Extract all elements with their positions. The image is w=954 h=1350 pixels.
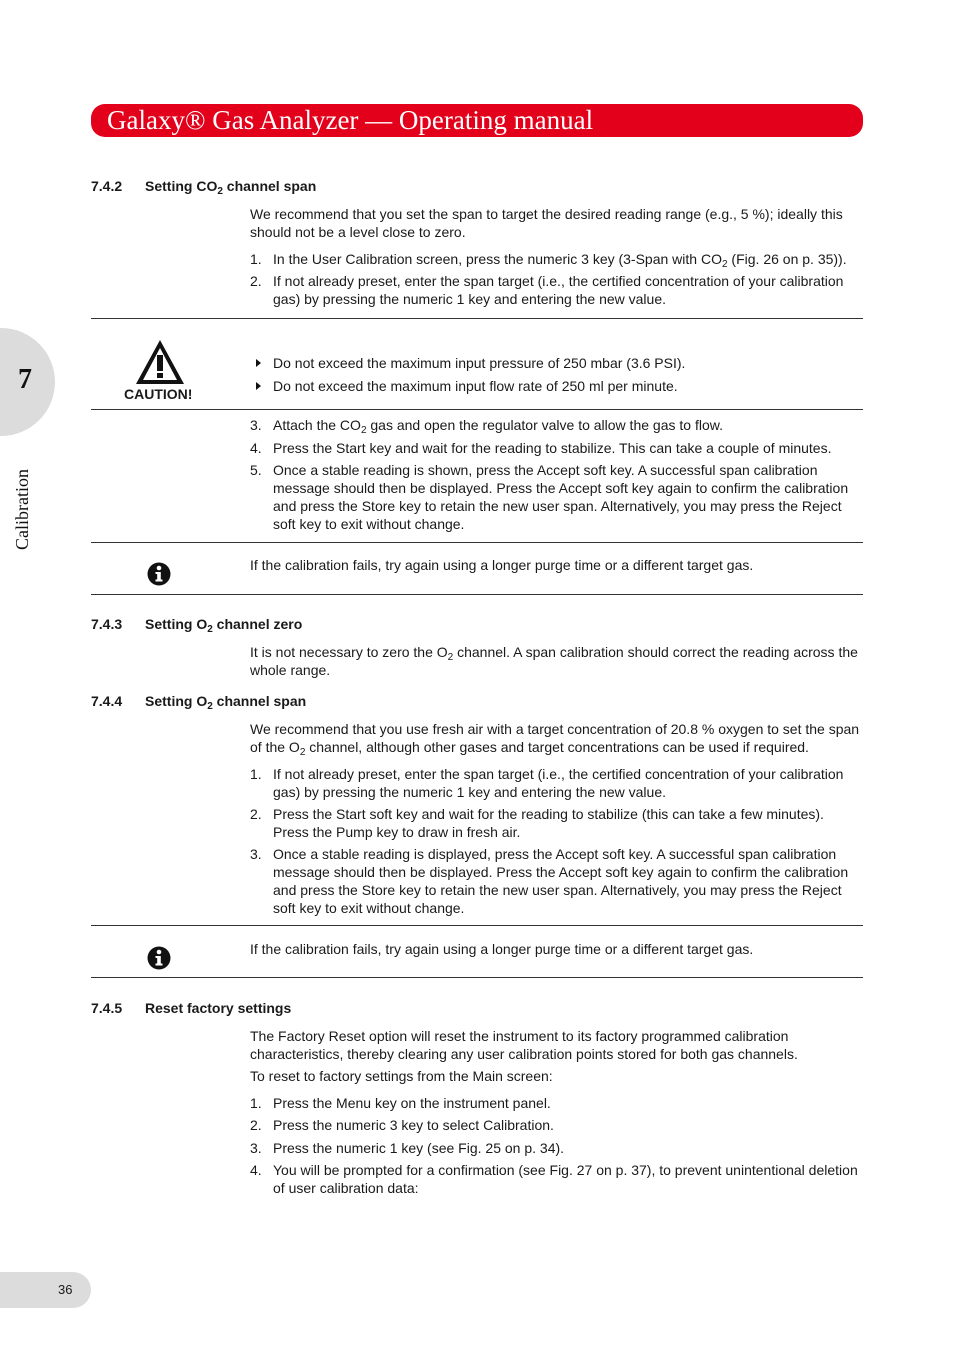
list-item (250, 439, 862, 457)
list-text: Press the Start key and wait for the reading to stabilize. This can take a couple of minutes. (273, 440, 832, 456)
list-item (250, 1139, 862, 1157)
list-number: 2. (250, 1117, 262, 1133)
list-text (273, 250, 862, 268)
heading-text: channel span (222, 178, 317, 194)
caution-label: CAUTION! (124, 386, 193, 402)
list-text: Press the Start soft key and wait for the reading to stabilize (this can take a few minutes). Press the Pump key to draw in fresh air. (273, 806, 824, 840)
info-icon (147, 562, 171, 586)
chapter-tab (0, 328, 55, 436)
chapter-number: 7 (18, 364, 32, 395)
list-text: Press the numeric 1 key (see Fig. 25 on p. 34). (273, 1140, 565, 1156)
text: (Fig. 26 on p. 35)). (727, 251, 847, 267)
list-text: Press the numeric 3 key to select Calibration. (273, 1117, 554, 1133)
list-number: 4. (250, 1162, 262, 1178)
divider (91, 977, 863, 978)
divider (91, 925, 863, 926)
list-item (250, 250, 862, 268)
list-text: If not already preset, enter the span target (i.e., the certified concentration of your calibration gas) by pressing the numeric 1 key and entering the new value. (273, 766, 844, 800)
heading-text: Setting O (145, 616, 208, 632)
header-banner (91, 104, 863, 137)
text: It is not necessary to zero the O (250, 644, 448, 660)
list-number: 1. (250, 1095, 262, 1111)
list-text: Once a stable reading is shown, press the Accept soft key. A successful span calibration message should then be displayed. Press the Accept soft key again to confirm the calibration and press the Store key to retain the new user span. Alternatively, you may press the Reject soft key to exit without change. (273, 462, 849, 532)
list-number: 3. (250, 1140, 262, 1156)
section-heading-743 (91, 616, 303, 635)
heading-text: Setting O (145, 693, 208, 709)
text: channel, although other gases and target concentrations can be used if required. (305, 739, 809, 755)
divider (91, 409, 863, 410)
heading-text: channel zero (212, 616, 303, 632)
section-number: 7.4.2 (91, 178, 123, 194)
paragraph: The Factory Reset option will reset the instrument to its factory programmed calibration characteristics, thereby clearing any user calibration points stored for both gas channels. (250, 1028, 798, 1062)
subscript: 2 (207, 701, 213, 712)
paragraph: To reset to factory settings from the Main screen: (250, 1068, 553, 1084)
list-number: 1. (250, 251, 262, 267)
note-text: If the calibration fails, try again using a longer purge time or a different target gas. (250, 557, 754, 573)
bullet-arrow-icon (256, 359, 261, 367)
divider (91, 594, 863, 595)
paragraph (250, 720, 862, 756)
subscript: 2 (299, 747, 306, 758)
list-text: If not already preset, enter the span target (i.e., the certified concentration of your calibration gas) by pressing the numeric 1 key and entering the new value. (273, 273, 844, 307)
list-item (250, 416, 862, 434)
list-item (250, 845, 862, 917)
caution-item (256, 354, 856, 372)
list-number: 3. (250, 417, 262, 433)
list-number: 2. (250, 273, 262, 289)
divider (91, 542, 863, 543)
section-number: 7.4.3 (91, 616, 123, 632)
list-item (250, 1094, 862, 1112)
page-number-tab (0, 1272, 91, 1308)
list-number: 2. (250, 806, 262, 822)
list-text: Once a stable reading is displayed, press the Accept soft key. A successful span calibration message should then be displayed. Press the Accept soft key again to confirm the calibration and press the Store key to retain the new user span. Alternatively, you may press the Reject soft key to exit without change. (273, 846, 849, 916)
list-item (250, 272, 862, 308)
section-heading-742 (91, 178, 317, 197)
document-title: Galaxy® Gas Analyzer — Operating manual (107, 105, 594, 135)
list-text: Press the Menu key on the instrument panel. (273, 1095, 551, 1111)
subscript: 2 (217, 186, 223, 197)
list-number: 3. (250, 846, 262, 862)
caution-text: Do not exceed the maximum input pressure of 250 mbar (3.6 PSI). (273, 355, 686, 371)
page-number: 36 (58, 1282, 73, 1297)
text: We recommend that you use fresh air with a target concentration of 20.8 % oxygen to set the span of the O (250, 721, 860, 755)
list-item (250, 1116, 862, 1134)
list-number: 1. (250, 766, 262, 782)
divider (91, 318, 863, 319)
text: gas and open the regulator valve to allow the gas to flow. (366, 417, 723, 433)
info-icon (147, 946, 171, 970)
heading-text: channel span (212, 693, 307, 709)
bullet-arrow-icon (256, 382, 261, 390)
text: In the User Calibration screen, press the numeric 3 key (3-Span with CO (273, 251, 722, 267)
caution-item (256, 377, 856, 395)
list-item (250, 1161, 862, 1197)
subscript: 2 (207, 624, 213, 635)
subscript: 2 (721, 259, 728, 270)
text: Attach the CO (273, 417, 361, 433)
caution-text: Do not exceed the maximum input flow rate of 250 ml per minute. (273, 378, 678, 394)
section-number: 7.4.4 (91, 693, 123, 709)
section-heading-744 (91, 693, 307, 712)
section-heading-745 (91, 1000, 291, 1016)
warning-triangle-icon (134, 338, 186, 386)
subscript: 2 (447, 652, 454, 663)
note-text: If the calibration fails, try again using a longer purge time or a different target gas. (250, 941, 754, 957)
heading-text: Setting CO (145, 178, 218, 194)
list-number: 5. (250, 462, 262, 478)
subscript: 2 (360, 425, 367, 436)
list-number: 4. (250, 440, 262, 456)
list-item (250, 765, 862, 801)
list-item (250, 805, 862, 841)
list-text: You will be prompted for a confirmation (see Fig. 27 on p. 37), to prevent unintentional deletion of user calibration data: (273, 1162, 858, 1196)
section-number: 7.4.5 (91, 1000, 123, 1016)
chapter-side-label: Calibration (12, 469, 32, 550)
text: channel. A span calibration should correct the reading across the whole range. (250, 644, 858, 678)
list-item (250, 461, 862, 533)
paragraph (250, 643, 862, 679)
heading-text: Reset factory settings (145, 1000, 292, 1016)
paragraph: We recommend that you set the span to target the desired reading range (e.g., 5 %); ideally this should not be a level close to zero. (250, 206, 843, 240)
list-text (273, 416, 862, 434)
